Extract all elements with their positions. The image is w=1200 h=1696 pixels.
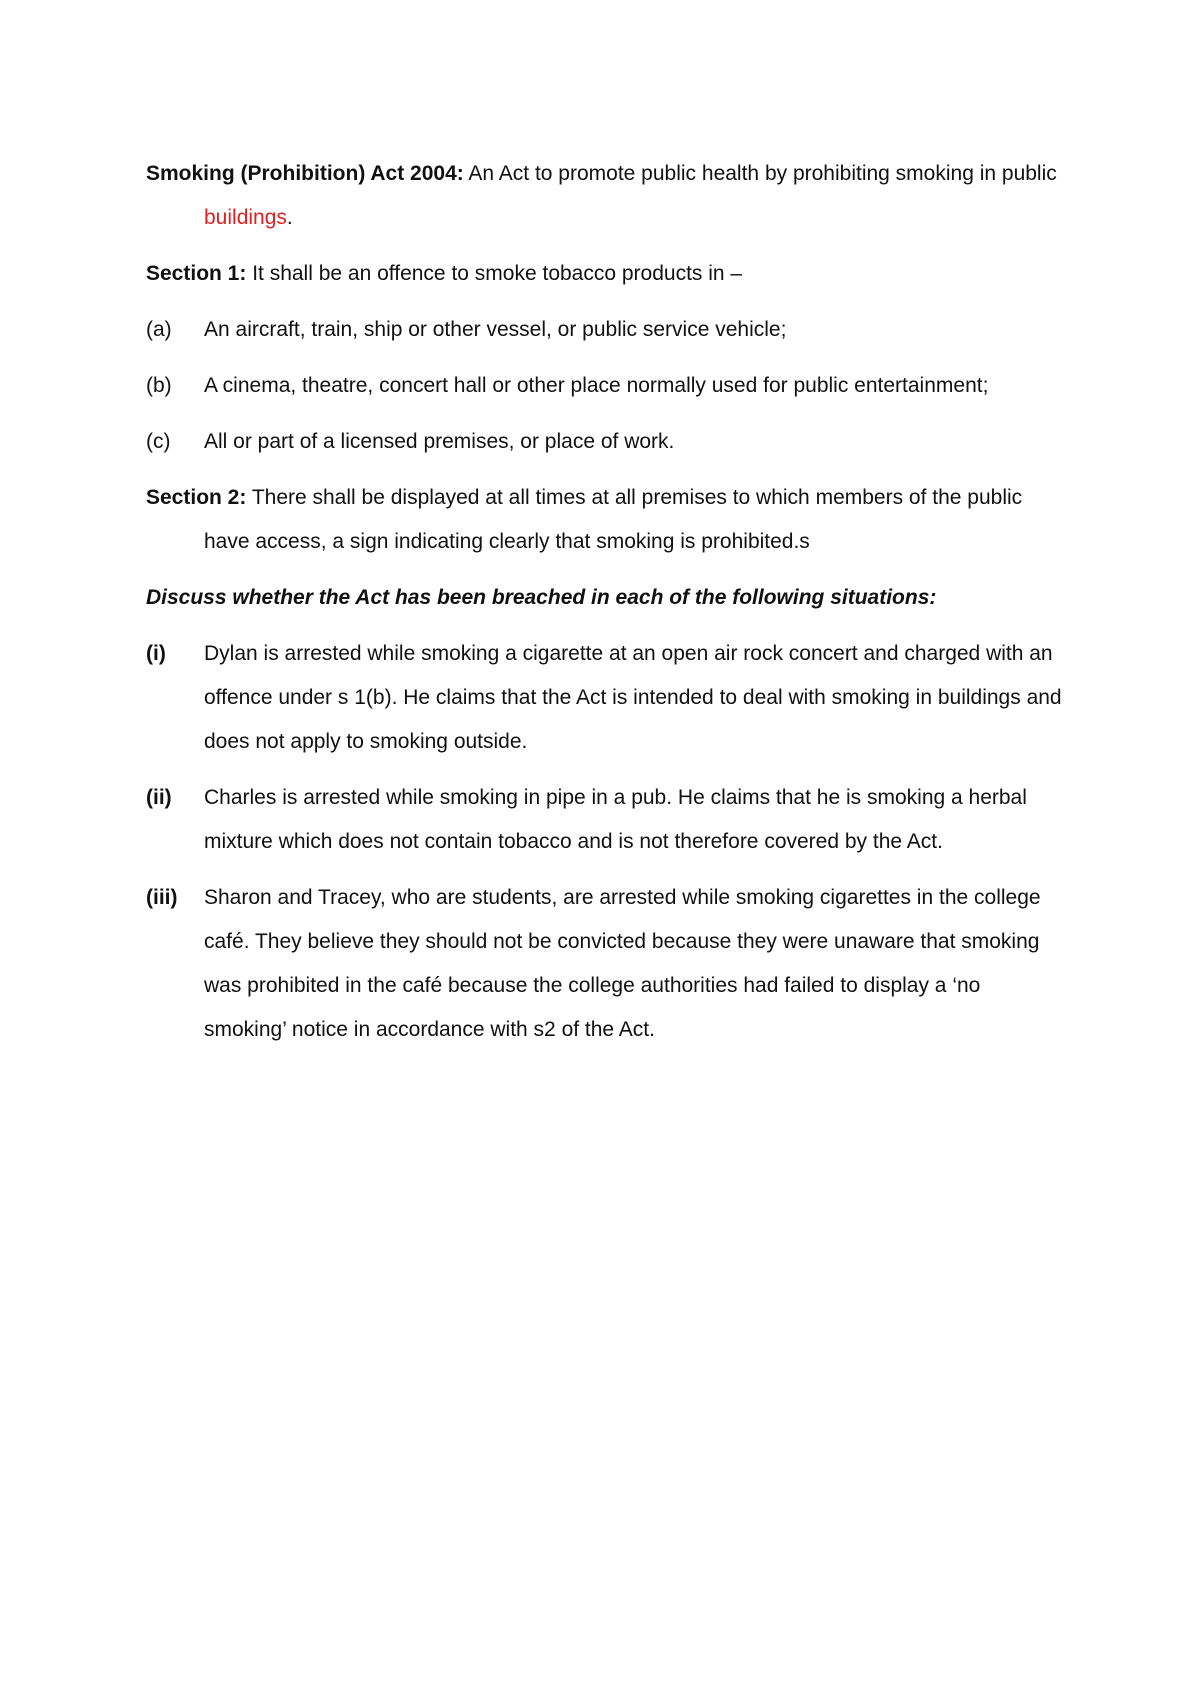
discussion-item-text: Dylan is arrested while smoking a cigarette at an open air rock concert and charged with an offence under s 1(b). He claims that the Act is intended to deal with smoking in buildings and does not apply to smoking outside. <box>204 642 1062 753</box>
act-intro-paragraph <box>146 152 1066 240</box>
discussion-item-label: (iii) <box>146 886 178 909</box>
discussion-item-text: Sharon and Tracey, who are students, are arrested while smoking cigarettes in the college café. They believe they should not be convicted because they were unaware that smoking was prohibited in the café because the college authorities had failed to display a ‘no smoking’ notice in accordance with s2 of the Act. <box>204 886 1041 1041</box>
section-1-item-label: (c) <box>146 430 171 453</box>
section-2-text: There shall be displayed at all times at all premises to which members of the public have access, a sign indicating clearly that smoking is prohibited.s <box>204 486 1023 553</box>
section-1-item-label: (a) <box>146 318 172 341</box>
section-1-paragraph <box>146 252 1066 296</box>
act-description-highlight: buildings <box>204 206 287 229</box>
section-1-item-c <box>146 420 1066 464</box>
discussion-item-ii <box>146 776 1066 864</box>
discussion-item-text: Charles is arrested while smoking in pipe in a pub. He claims that he is smoking a herbal mixture which does not contain tobacco and is not therefore covered by the Act. <box>204 786 1027 853</box>
section-1-text: It shall be an offence to smoke tobacco products in – <box>246 262 743 285</box>
section-1-item-text: All or part of a licensed premises, or place of work. <box>204 430 675 453</box>
act-description-end: . <box>286 206 293 229</box>
discussion-heading: Discuss whether the Act has been breached in each of the following situations: <box>146 586 937 609</box>
section-1-item-text: A cinema, theatre, concert hall or other place normally used for public entertainment; <box>204 374 989 397</box>
discussion-item-iii <box>146 876 1066 1052</box>
section-1-heading: Section 1: <box>146 262 247 285</box>
section-1-item-a <box>146 308 1066 352</box>
section-1-item-text: An aircraft, train, ship or other vessel, or public service vehicle; <box>204 318 787 341</box>
act-title: Smoking (Prohibition) Act 2004: <box>146 162 464 185</box>
section-1-item-b <box>146 364 1066 408</box>
discussion-item-label: (ii) <box>146 786 172 809</box>
act-description-lead: An Act to promote public health by prohibiting smoking in public <box>463 162 1057 185</box>
section-2-paragraph <box>146 476 1066 564</box>
section-1-item-label: (b) <box>146 374 172 397</box>
document-body <box>146 152 1066 1064</box>
section-2-heading: Section 2: <box>146 486 247 509</box>
discussion-item-label: (i) <box>146 642 166 665</box>
discussion-item-i <box>146 632 1066 764</box>
